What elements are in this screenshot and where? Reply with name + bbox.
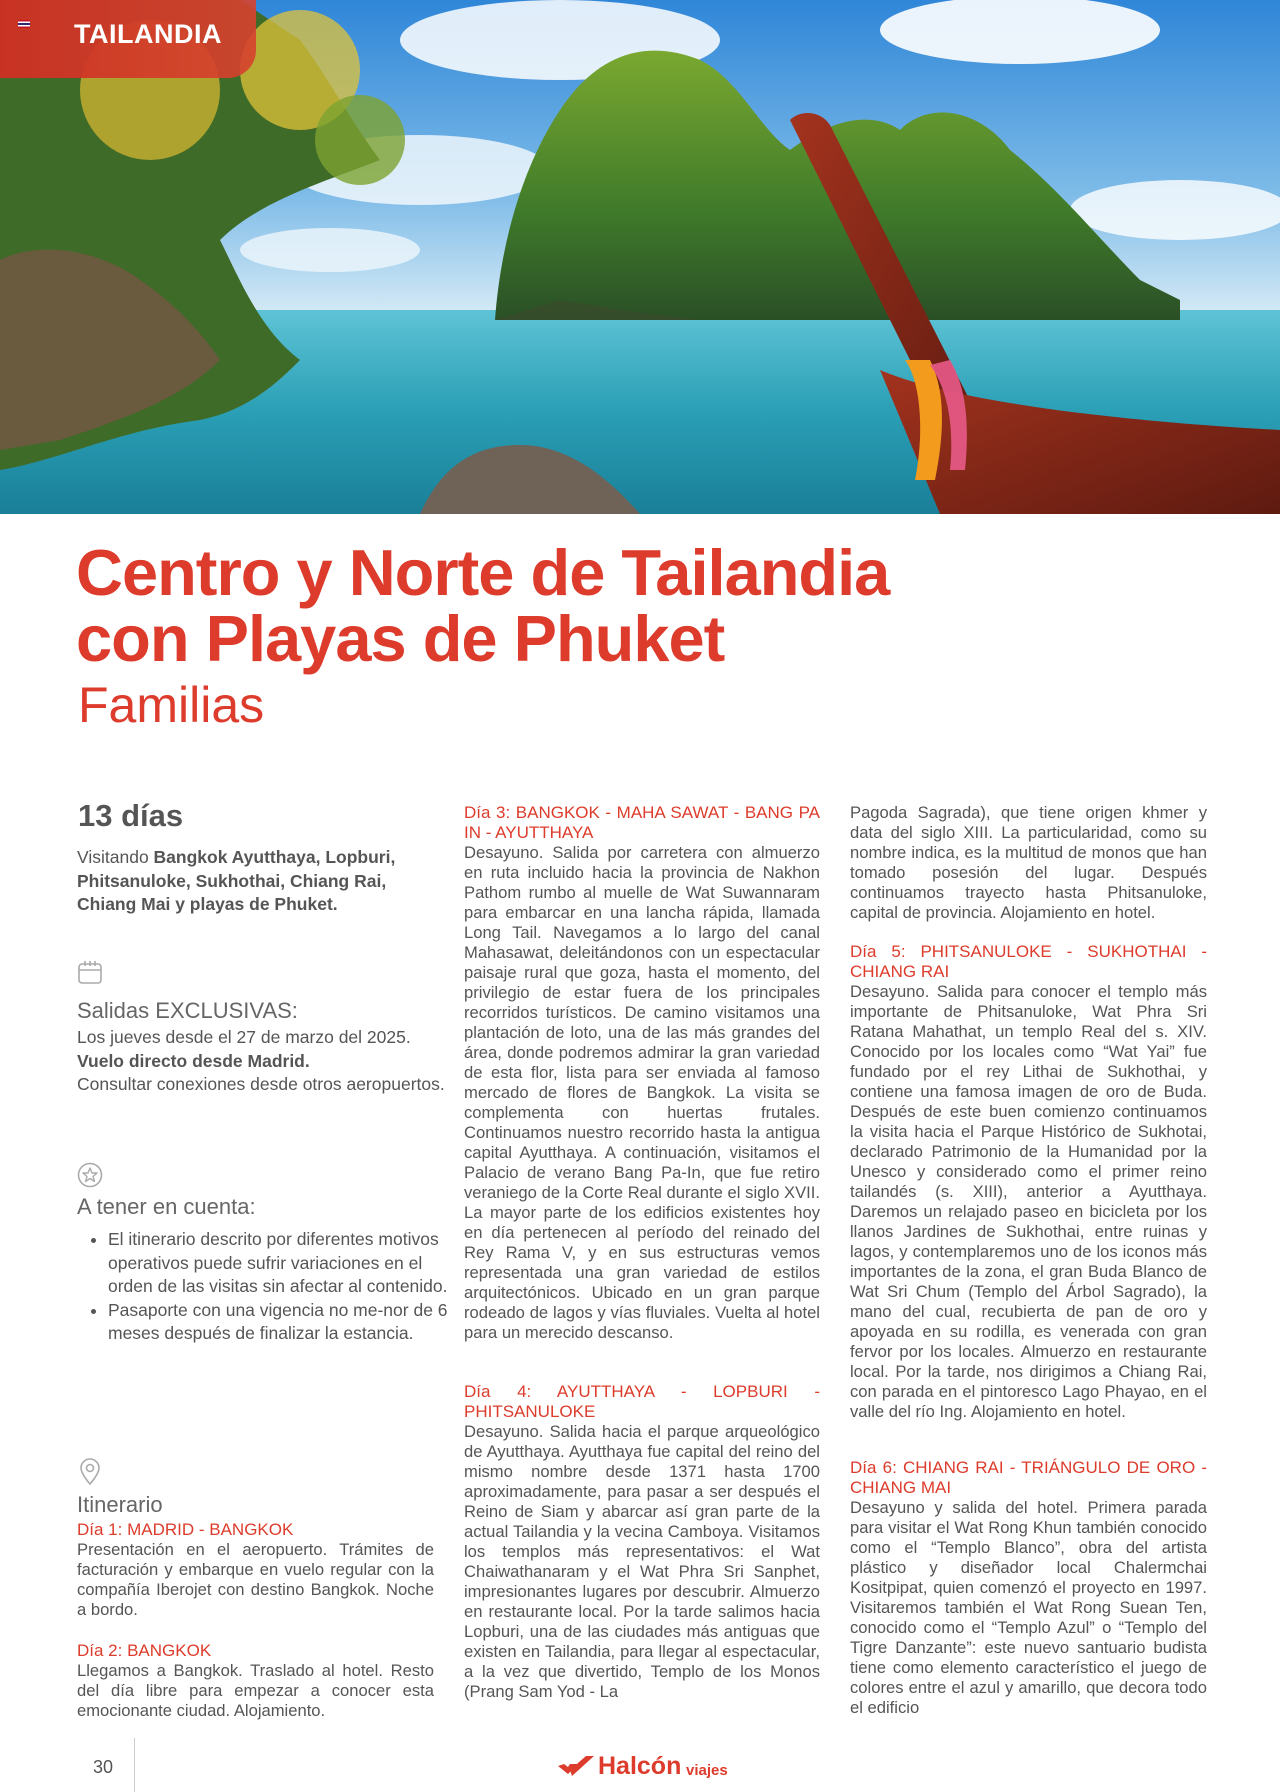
itinerary-day-4-continued — [850, 803, 1207, 923]
notes-heading: A tener en cuenta: — [77, 1194, 256, 1219]
day-text: Pagoda Sagrada), que tiene origen khmer y data del siglo XIII. La particularidad, como su nombre indica, es la multitud de monos que han tomado posesión del lugar. Después continuamos trayecto hasta Phitsanuloke, capital de provincia. Alojamiento en hotel. — [850, 803, 1207, 922]
page-subtitle: Familias — [78, 677, 265, 733]
trip-duration: 13 días — [78, 798, 184, 833]
itinerary-day-2 — [77, 1641, 434, 1721]
brand-logo — [556, 1752, 736, 1786]
trip-intro — [77, 846, 437, 917]
itinerary-day-1 — [77, 1520, 434, 1620]
list-item: • Pasaporte con una vigencia no me-nor de 6 meses después de finalizar la estancia. — [108, 1299, 448, 1346]
day-title: Día 6: CHIANG RAI - TRIÁNGULO DE ORO - CHIANG MAI — [850, 1458, 1207, 1497]
departures-heading: Salidas EXCLUSIVAS: — [77, 998, 298, 1023]
intro-places: Bangkok Ayutthaya, Lopburi, Phitsanuloke, Sukhothai, Chiang Rai, Chiang Mai y playas de Phuket. — [77, 847, 396, 914]
itinerary-day-5 — [850, 942, 1207, 1422]
star-badge-icon — [77, 1162, 103, 1188]
page-title — [76, 536, 1076, 675]
day-text: Desayuno y salida del hotel. Primera parada para visitar el Wat Rong Khun también conocido como el “Templo Blanco”, obra del artista plástico y diseñador local Chalermchai Kositpipat, quien comenzó el proyecto en 1997. Visitaremos también el Wat Rong Suean Ten, conocido como el “Templo Azul” o “Templo del Tigre Danzante”: este nuevo santuario budista tiene como elemento característico el juego de colores entre el azul y amarillo, que decora todo el edificio — [850, 1498, 1207, 1717]
location-pin-icon — [78, 1458, 102, 1486]
day-text: Desayuno. Salida para conocer el templo más importante de Phitsanuloke, Wat Phra Sri Ratana Mahathat, un templo Real del s. XIV. Conocido por los locales como “Wat Yai” fue fundado por el rey Lithai de Sukhothai, y contiene una famosa imagen de oro de Buda. Después de este buen comienzo continuamos la visita hacia el Parque Histórico de Sukhotai, declarado Patrimonio de la Humanidad por la Unesco y considerado como el primer reino tailandés (s. XIII), anterior a Ayutthaya. Daremos un relajado paseo en bicicleta por los llanos Jardines de Sukhothai, entre ruinas y lagos, y contemplaremos uno de los iconos más importantes de la zona, el gran Buda Blanco de Wat Sri Chum (Templo del Árbol Sagrado), la mano del cual, recubierta de pan de oro y apoyada en su rodilla, es venerada con gran fervor por los locales. Almuerzo en restaurante local. Por la tarde, nos dirigimos a Chiang Rai, con parada en el pintoresco Lago Phayao, en el valle del río Ing. Alojamiento en hotel. — [850, 982, 1207, 1421]
calendar-icon — [77, 960, 103, 986]
brand-sub: viajes — [686, 1762, 728, 1779]
intro-prefix: Visitando — [77, 847, 154, 867]
page-number: 30 — [93, 1757, 114, 1777]
country-tag — [0, 0, 256, 78]
itinerary-day-3 — [464, 803, 820, 1343]
itinerary-heading: Itinerario — [77, 1492, 163, 1517]
itinerary-day-6 — [850, 1458, 1207, 1718]
country-name: TAILANDIA — [74, 19, 222, 49]
day-title: Día 5: PHITSANULOKE - SUKHOTHAI - CHIANG RAI — [850, 942, 1207, 981]
departures-line-1: Los jueves desde el 27 de marzo del 2025. — [77, 1027, 411, 1047]
day-title: Día 2: BANGKOK — [77, 1641, 212, 1660]
brand-name: Halcón — [598, 1752, 682, 1780]
halcon-logo-icon — [556, 1754, 596, 1784]
title-line-2: con Playas de Phuket — [76, 602, 725, 675]
departures-line-2: Vuelo directo desde Madrid. — [77, 1050, 310, 1071]
title-line-1: Centro y Norte de Tailandia — [76, 536, 890, 609]
list-item: • El itinerario descrito por diferentes motivos operativos puede sufrir variaciones en el orden de las visitas sin afectar al contenido. — [108, 1228, 448, 1299]
day-title: Día 4: AYUTTHAYA - LOPBURI - PHITSANULOKE — [464, 1382, 820, 1421]
day-title: Día 1: MADRID - BANGKOK — [77, 1520, 294, 1539]
day-text: Desayuno. Salida hacia el parque arqueológico de Ayutthaya. Ayutthaya fue capital del reino del mismo nombre desde 1371 hasta 1700 aproximadamente, para pasar a ser después el Reino de Siam y abarcar así gran parte de la actual Tailandia y la vecina Camboya. Visitamos los templos más representativos: el Wat Chaiwathanaram y el Wat Phra Sri Sanphet, impresionantes lugares por descubrir. Almuerzo en restaurante local. Por la tarde salimos hacia Lopburi, una de las ciudades más antiguas que existen en Tailandia, para llegar al espectacular, a la vez que divertido, Templo de los Monos (Prang Sam Yod - La — [464, 1422, 820, 1701]
day-title: Día 3: BANGKOK - MAHA SAWAT - BANG PA IN - AYUTTHAYA — [464, 803, 820, 842]
departures-text — [77, 1026, 447, 1097]
footer-divider — [134, 1738, 135, 1792]
day-text: Presentación en el aeropuerto. Trámites de facturación y embarque en vuelo regular con la compañía Iberojet con destino Bangkok. Noche a bordo. — [77, 1540, 434, 1619]
itinerary-day-4 — [464, 1382, 820, 1702]
day-text: Desayuno. Salida por carretera con almuerzo en ruta incluido hacia la provincia de Nakhon Pathom rumbo al muelle de Wat Suwannaram para embarcar en una lancha rápida, llamada Long Tail. Navegamos a lo largo del canal Mahasawat, deleitándonos con un espectacular paisaje rural que goza, hasta el momento, del privilegio de estar fuera de los principales recorridos turísticos. De camino visitamos una plantación de loto, una de las más grandes del área, donde podremos admirar la gran variedad de esta flor, lista para ser enviada al famoso mercado de flores de Bangkok. La visita se complementa con huertas frutales. Continuamos nuestro recorrido hasta la antigua capital Ayutthaya. A continuación, visitamos el Palacio de verano Bang Pa-In, que fue retiro veraniego de la Corte Real durante el siglo XVII. La mayor parte de los edificios existentes hoy en día pertenecen al período del reinado del Rey Rama V, y en sus estructuras vemos representada una gran variedad de estilos arquitectónicos. Ubicado en un gran parque rodeado de lagos y vías fluviales. Vuelta al hotel para un merecido descanso. — [464, 843, 820, 1342]
flag-icon — [18, 20, 30, 28]
notes-list — [88, 1228, 448, 1346]
departures-line-3: Consultar conexiones desde otros aeropuertos. — [77, 1074, 445, 1094]
day-text: Llegamos a Bangkok. Traslado al hotel. Resto del día libre para empezar a conocer esta emocionante ciudad. Alojamiento. — [77, 1661, 434, 1720]
